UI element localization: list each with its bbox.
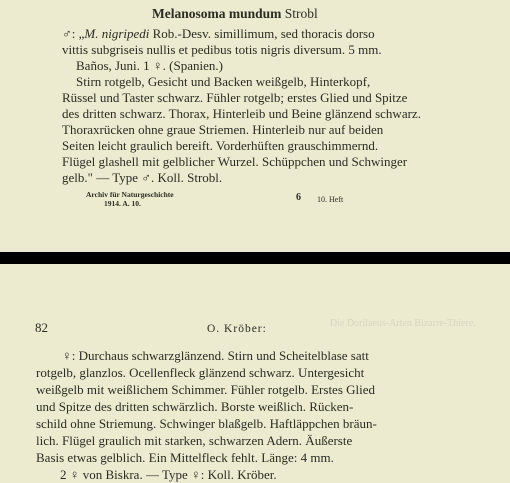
german-description-line-1: Stirn rotgelb, Gesicht und Backen weißgelb, Hinterkopf, xyxy=(76,74,371,89)
species-epithet: M. nigripedi xyxy=(84,26,150,41)
species-heading xyxy=(152,6,318,22)
page-number: 82 xyxy=(35,320,48,335)
female-description-line-2: rotgelb, glanzlos. Ocellenfleck glänzend schwarz. Untergesicht xyxy=(36,365,365,380)
heft-label: 10. Heft xyxy=(317,195,344,204)
german-description-line-3: des dritten schwarz. Thorax, Hinterleib und Beine glänzend schwarz. xyxy=(62,106,421,121)
description-line xyxy=(62,26,375,42)
bleed-through-text: Die Dorilaeus-Arten Bizarre-Thiere. xyxy=(330,318,476,329)
locality-line: Baños, Juni. 1 ♀. (Spanien.) xyxy=(76,58,223,73)
german-description-line-5: Seiten leicht graulich bereift. Vorderhüften grauschimmernd. xyxy=(62,138,379,153)
signature-number: 6 xyxy=(296,192,301,203)
female-description-line-4: und Spitze des dritten schwärzlich. Borste weißlich. Rücken- xyxy=(36,399,354,414)
german-description-line-6: Flügel glashell mit gelblicher Wurzel. Schüppchen und Schwinger xyxy=(62,154,408,169)
material-line: 2 ♀ von Biskra. — Type ♀: Koll. Kröber. xyxy=(60,467,277,482)
female-description-line-7: Basis etwas gelblich. Ein Mittelfleck fehlt. Länge: 4 mm. xyxy=(36,450,334,465)
german-description-line-7: gelb." — Type ♂. Koll. Strobl. xyxy=(62,170,223,185)
latin-diagnosis-line-1: ♂: „M. nigripedi Rob.-Desv. simillimum, sed thoracis dorso xyxy=(62,26,375,41)
german-description-line-4: Thoraxrücken ohne graue Striemen. Hinterleib nur auf beiden xyxy=(62,122,384,137)
running-head: O. Kröber: xyxy=(207,323,267,335)
bottom-page-scan xyxy=(0,264,510,482)
species-name: Melanosoma mundum xyxy=(152,6,282,21)
journal-footer-line-1: Archiv für Naturgeschichte xyxy=(86,190,174,199)
female-description-line-3: weißgelb mit weißlichem Schimmer. Fühler rotgelb. Erstes Glied xyxy=(36,382,376,397)
female-description-line-1: ♀: Durchaus schwarzglänzend. Stirn und Scheitelblase satt xyxy=(62,348,369,363)
latin-diagnosis-line-2: vittis subgriseis nullis et pedibus totis nigris diversum. 5 mm. xyxy=(62,42,382,57)
species-author: Strobl xyxy=(284,6,318,21)
german-description-line-2: Rüssel und Taster schwarz. Fühler rotgelb; erstes Glied und Spitze xyxy=(62,90,408,105)
female-description-line-5: schild ohne Striemung. Schwinger blaßgelb. Haftläppchen bräun- xyxy=(36,416,377,431)
scan-separator xyxy=(0,252,510,264)
female-description-line-6: lich. Flügel graulich mit starken, schwarzen Adern. Äußerste xyxy=(36,433,353,448)
journal-footer-line-2: 1914. A. 10. xyxy=(104,199,141,208)
